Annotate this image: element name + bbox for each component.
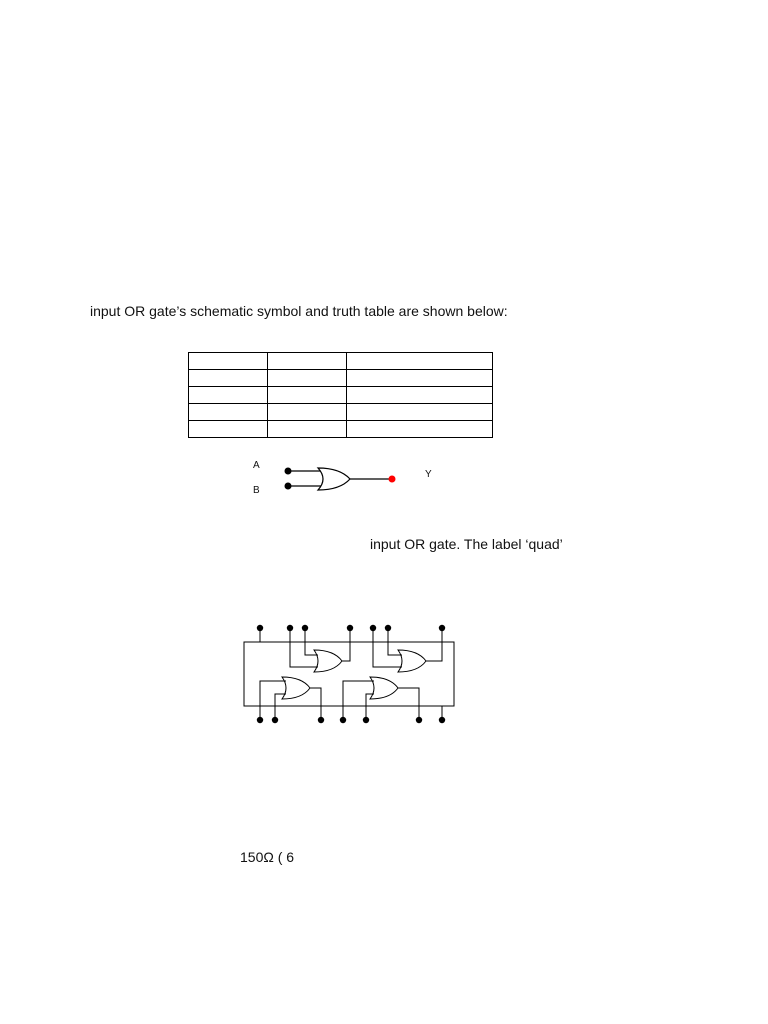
table-row xyxy=(189,370,493,387)
table-cell xyxy=(268,421,347,438)
output-y-label: Y xyxy=(425,469,432,480)
input-b-label: B xyxy=(253,485,260,496)
table-cell xyxy=(189,387,268,404)
output-dot xyxy=(389,476,396,483)
intro-text: input OR gate’s schematic symbol and truth table are shown below: xyxy=(90,303,508,319)
table-row xyxy=(189,421,493,438)
table-row xyxy=(189,404,493,421)
table-cell xyxy=(189,421,268,438)
quad-text: input OR gate. The label ‘quad’ xyxy=(370,536,563,552)
table-cell xyxy=(268,353,347,370)
input-a-label: A xyxy=(253,460,260,471)
table-row xyxy=(189,387,493,404)
resistor-text: 150Ω ( 6 xyxy=(240,849,295,865)
table-cell xyxy=(347,404,493,421)
table-cell xyxy=(189,370,268,387)
table-cell xyxy=(189,404,268,421)
table-cell xyxy=(347,387,493,404)
truth-table xyxy=(188,352,493,438)
table-cell xyxy=(268,387,347,404)
table-cell xyxy=(268,370,347,387)
table-row xyxy=(189,353,493,370)
table-cell xyxy=(268,404,347,421)
table-cell xyxy=(347,421,493,438)
table-cell xyxy=(189,353,268,370)
table-cell xyxy=(347,370,493,387)
table-cell xyxy=(347,353,493,370)
